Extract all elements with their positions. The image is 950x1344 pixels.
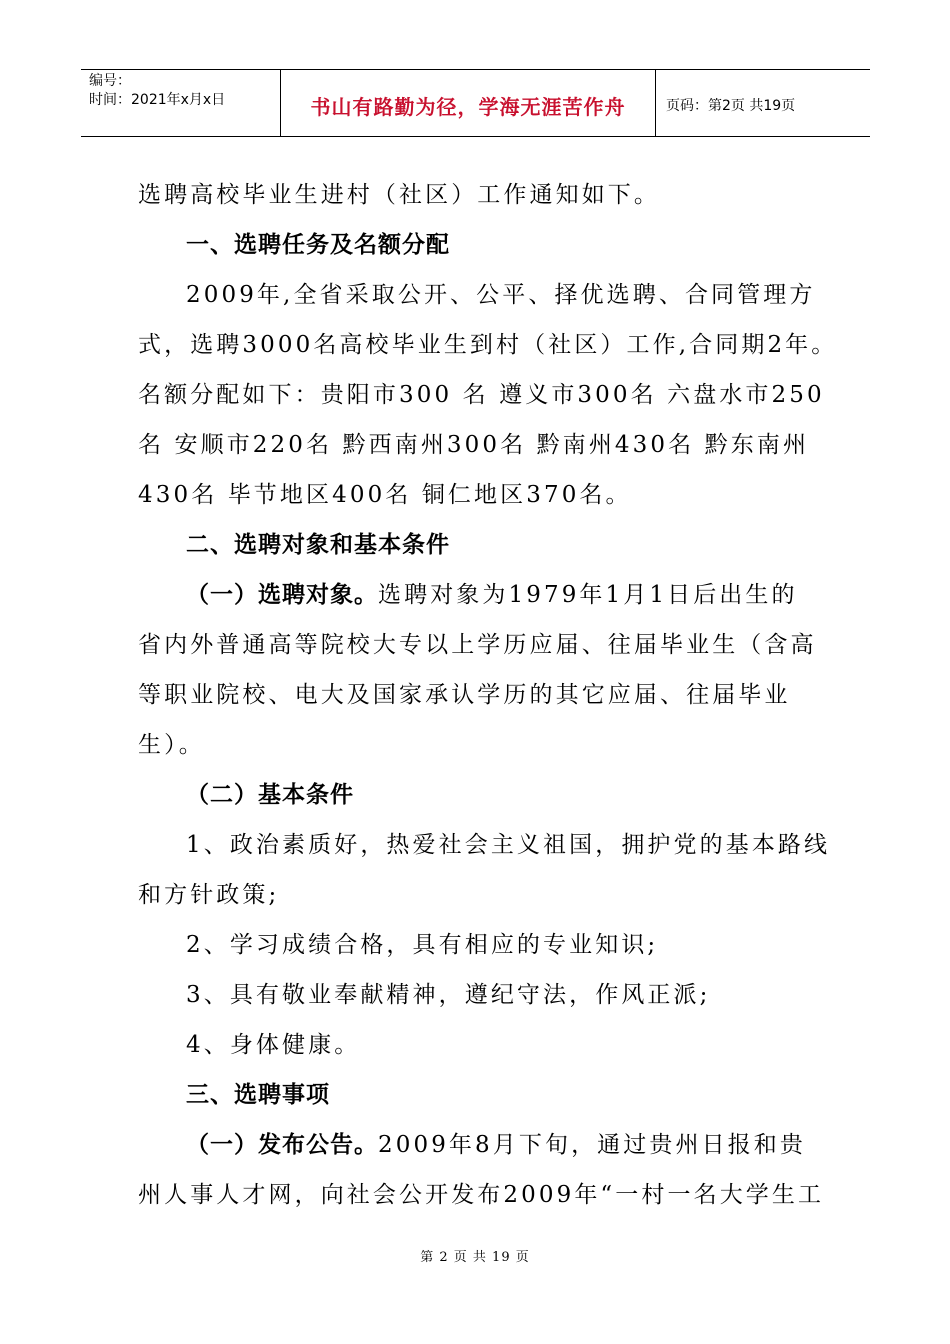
paragraph-line: 名 安顺市220名 黔西南州300名 黔南州430名 黔东南州 [138, 432, 810, 458]
paragraph-line: 州人事人才网，向社会公开发布2009年“一村一名大学生工 [138, 1182, 825, 1208]
list-item: 3、具有敬业奉献精神，遵纪守法，作风正派; [186, 982, 711, 1008]
paragraph-line: 生）。 [138, 732, 205, 758]
paragraph-line: 430名 毕节地区400名 铜仁地区370名。 [138, 482, 632, 508]
subsection-title: （一）选聘对象。 [186, 582, 378, 608]
header-page-info: 页码：第2页 共19页 [666, 98, 796, 114]
list-item: 2、学习成绩合格，具有相应的专业知识; [186, 932, 659, 958]
subsection-title: （一）发布公告。 [186, 1132, 378, 1158]
section-heading-1: 一、选聘任务及名额分配 [186, 232, 450, 258]
list-item-continuation: 和方针政策; [138, 882, 280, 908]
paragraph-line [138, 1120, 818, 1170]
document-date: 时间：2021年x月x日 [89, 92, 226, 108]
header-motto: 书山有路勤为径，学海无涯苦作舟 [281, 70, 656, 136]
header-meta [81, 70, 281, 136]
paragraph-text: 选聘对象为1979年1月1日后出生的 [378, 582, 798, 608]
list-item: 4、身体健康。 [186, 1032, 361, 1058]
page-footer: 第 2 页 共 19 页 [420, 1250, 530, 1265]
paragraph-line: 省内外普通高等院校大专以上学历应届、往届毕业生（含高 [138, 632, 817, 658]
paragraph-line [138, 570, 818, 620]
list-item: 1、政治素质好，热爱社会主义祖国，拥护党的基本路线 [186, 832, 831, 858]
section-heading-2: 二、选聘对象和基本条件 [186, 532, 450, 558]
subsection-title: （二）基本条件 [186, 782, 354, 808]
paragraph-line: 选聘高校毕业生进村（社区）工作通知如下。 [138, 182, 660, 208]
paragraph-text: 2009年8月下旬，通过贵州日报和贵 [378, 1132, 806, 1158]
paragraph-line: 名额分配如下：贵阳市300 名 遵义市300名 六盘水市250 [138, 382, 825, 408]
document-number-label: 编号： [89, 73, 131, 89]
paragraph-line: 式，选聘3000名高校毕业生到村（社区）工作,合同期2年。 [138, 332, 838, 358]
section-heading-3: 三、选聘事项 [186, 1082, 330, 1108]
document-body [138, 170, 838, 1220]
paragraph-line: 2009年,全省采取公开、公平、择优选聘、合同管理方 [186, 282, 816, 308]
paragraph-line: 等职业院校、电大及国家承认学历的其它应届、往届毕业 [138, 682, 791, 708]
page-header [81, 69, 870, 137]
